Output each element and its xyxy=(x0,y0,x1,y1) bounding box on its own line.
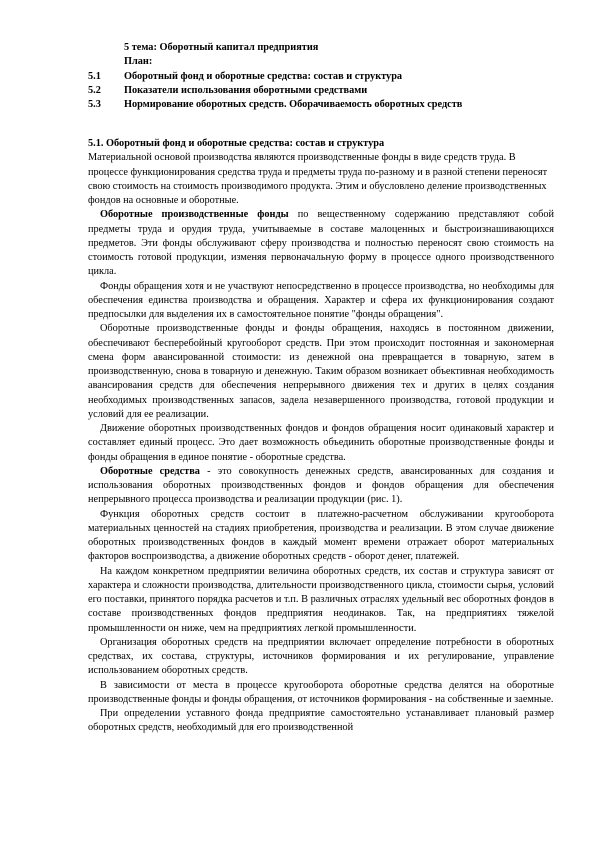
paragraph: Фонды обращения хотя и не участвуют непосредственно в процессе производства, но необходимы для обеспечения единства производства и обращения. Характер и сфера их функционирования создают предпосылки для выделения их в самостоятельное понятие "фонды обращения". xyxy=(88,280,554,320)
paragraph-text: - это совокупность денежных средств, авансированных для создания и использования оборотных производственных фондов и фондов обращения для обеспечения непрерывного процесса производства и реализации продукции (рис. 1). xyxy=(88,465,554,506)
plan-item-text: Показатели использования оборотными средствами xyxy=(124,85,368,96)
plan-item-number: 5.3 xyxy=(88,99,101,110)
plan-item-text: Нормирование оборотных средств. Оборачиваемость оборотных средств xyxy=(124,99,463,110)
paragraph: Организация оборотных средств на предприятии включает определение потребности в оборотных средствах, их состава, структуры, источников формирования и их регулирование, управление использованием оборотных средств. xyxy=(88,636,554,677)
term-bold: Оборотные производственные фонды xyxy=(100,209,289,221)
paragraph xyxy=(88,465,554,508)
paragraph xyxy=(88,208,554,279)
paragraph: Оборотные производственные фонды и фонды обращения, находясь в постоянном движении, обеспечивают бесперебойный кругооборот средств. При этом происходит постоянная и закономерная смена форм авансированной стоимости: из денежной она превращается в товарную, затем в производственную, снова в товарную и денежную. Таким образом возникает объективная необходимость авансирования средств для обеспечения непрерывного движения тех и других в целях создания необходимых производственных запасов, задела незавершенного производства, готовой продукции и условий для ее реализации. xyxy=(88,323,554,420)
plan-item-number: 5.2 xyxy=(88,85,101,96)
section-title: 5.1. Оборотный фонд и оборотные средства: состав и структура xyxy=(88,138,385,149)
intro-paragraph: Материальной основой производства являются производственные фонды в виде средств труда. В процессе функционирования средства труда и предметы труда по-разному и в разной степени переносят свою стоимость на стоимость производимого продукта. Этим и обусловлено деление производственных фондов на основные и оборотные. xyxy=(88,152,548,206)
paragraph: Движение оборотных производственных фондов и фондов обращения носит одинаковый характер и составляет единый процесс. Это дает возможность объединить оборотные производственные фонды и фонды обращения в единое понятие - оборотные средства. xyxy=(88,423,554,463)
paragraph: При определении уставного фонда предприятие самостоятельно устанавливает плановый размер оборотных средств, необходимый для его производственной xyxy=(88,708,554,734)
section-body xyxy=(88,137,554,736)
paragraph-text: по вещественному содержанию представляют собой предметы труда и орудия труда, учитываемые в составе малоценных и быстроизнашивающихся предметов. Эти фонды обслуживают сферу производства и полностью переносят свою стоимость на стоимость готовой продукции, изменяя первоначальную форму в процессе одного производственного цикла. xyxy=(88,209,554,278)
plan-label: План: xyxy=(124,56,153,67)
paragraph: Функция оборотных средств состоит в платежно-расчетном обслуживании кругооборота материальных ценностей на стадиях приобретения, производства и реализации. В этом случае движение оборотных производственных фондов в каждый момент времени отражает оборот материальных факторов воспроизводства, а движение оборотных средств - оборот денег, платежей. xyxy=(88,508,554,563)
paragraph: На каждом конкретном предприятии величина оборотных средств, их состав и структура зависят от характера и сложности производства, длительности производственного цикла, стоимости сырья, условий его поставки, принятого порядка расчетов и т.п. В различных отраслях удельный вес оборотных фондов в составе производственных фондов предприятия неодинаков. Так, на предприятиях тяжелой промышленности он ниже, чем на предприятиях легкой промышленности. xyxy=(88,565,554,634)
paragraph: В зависимости от места в процессе кругооборота оборотные средства делятся на оборотные производственные фонды и фонды обращения, от источников формирования - на собственные и заемные. xyxy=(88,679,554,705)
plan-item-text: Оборотный фонд и оборотные средства: состав и структура xyxy=(124,71,403,82)
topic-heading: 5 тема: Оборотный капитал предприятия xyxy=(124,42,319,53)
term-bold: Оборотные средства xyxy=(100,465,200,477)
plan-item-number: 5.1 xyxy=(88,71,101,82)
